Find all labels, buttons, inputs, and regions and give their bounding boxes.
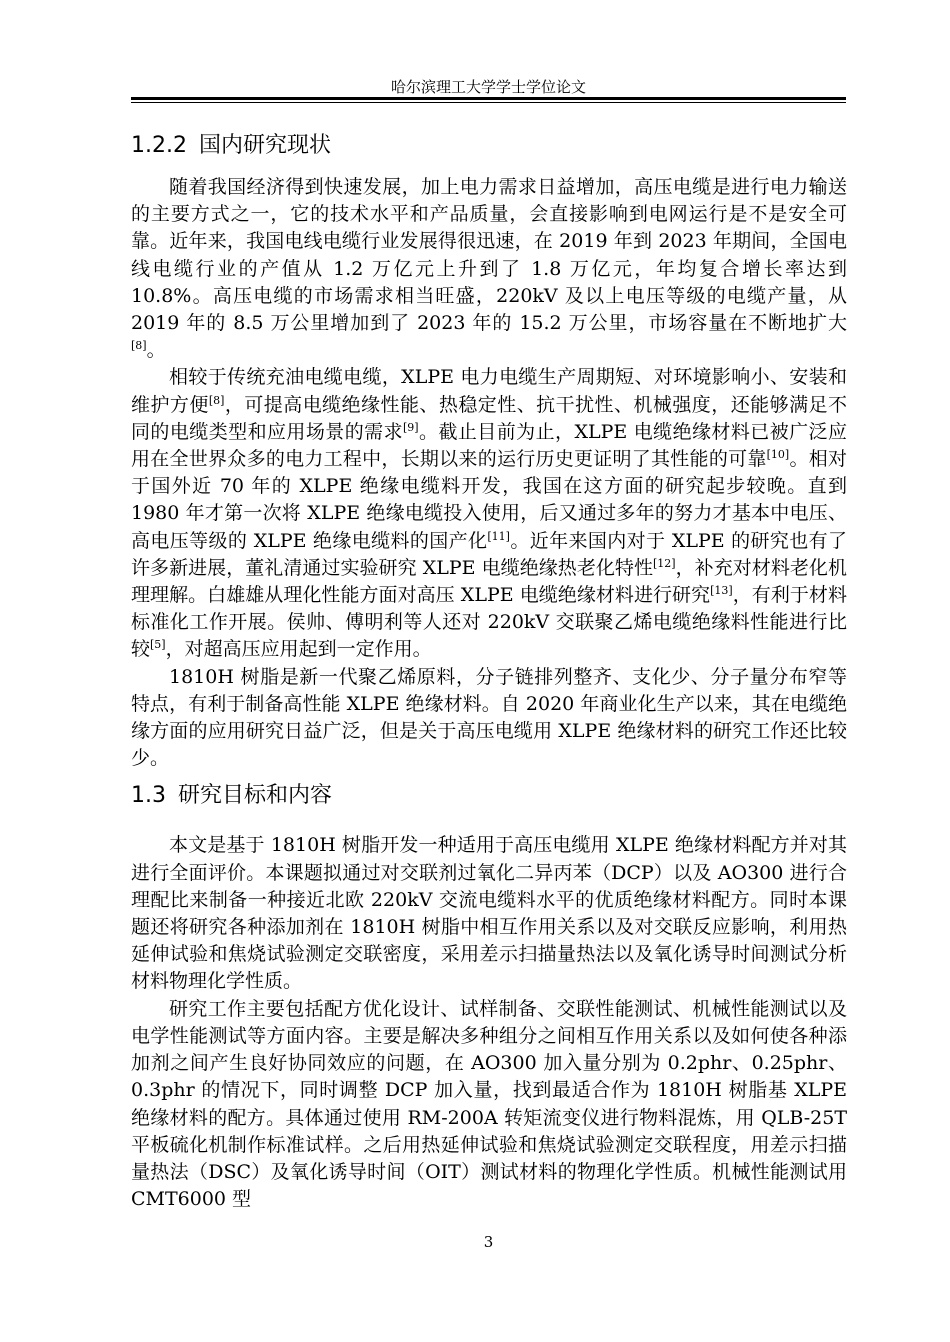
citation: [8]: [131, 339, 147, 353]
paragraph: [131, 174, 847, 364]
citation: [13]: [710, 584, 733, 598]
section-heading-1-2-2: [131, 128, 847, 164]
paragraph-text: 。: [146, 339, 166, 362]
citation: [8]: [208, 393, 225, 407]
section-heading-1-3: [131, 778, 847, 814]
citation: [12]: [653, 556, 676, 570]
citation: [11]: [487, 529, 510, 543]
section-title: 研究目标和内容: [178, 783, 333, 809]
paragraph: [131, 996, 847, 1214]
paragraph-text: 。截止目前为止，XLPE 电缆绝缘材料已被广泛应用在全世界众多的电力工程中，长期以来的运行历史更证明了其性能的可靠: [131, 420, 847, 471]
section-title: 国内研究现状: [198, 133, 331, 158]
paragraph-text: ，可提高电缆绝缘性能、热稳定性、抗干扰性、机械强度，还能够满足不同的电缆类型和应用场景的需求: [131, 393, 847, 443]
paragraph: [131, 664, 847, 773]
paragraph-text: 随着我国经济得到快速发展，加上电力需求日益增加，高压电缆是进行电力输送的主要方式之一，它的技术水平和产品质量，会直接影响到电网运行是不是安全可靠。近年来，我国电线电缆行业发展得很迅速，在 2019 年到 2023 年期间，全国电线电缆行业的产值从 1.2 万亿元上升到了 1.8 万亿元，年均复合增长率达到 10.8%。高压电缆的市场需求相当旺盛，220kV 及以上电压等级的电缆产量，从 2019 年的 8.5 万公里增加到了 2023 年的 15.2 万公里，市场容量在不断地扩大: [131, 176, 847, 335]
section-number: 1.3: [131, 783, 166, 809]
paragraph: [131, 364, 847, 663]
citation: [9]: [403, 420, 419, 434]
paragraph-text: 相较于传统充油电缆电缆，XLPE 电力电缆生产周期短、对环境影响小、安装和维护方便: [131, 366, 847, 416]
paragraph-text: 。相对于国外近 70 年的 XLPE 绝缘电缆料开发，我国在这方面的研究起步较晚。直到 1980 年才第一次将 XLPE 绝缘电缆投入使用，后又通过多年的努力才基本中电压、高电压等级的 XLPE 绝缘电缆料的国产化: [131, 448, 847, 552]
citation: [5]: [150, 638, 166, 652]
citation: [10]: [766, 448, 790, 462]
paragraph-text: 1810H 树脂是新一代聚乙烯原料，分子链排列整齐、支化少、分子量分布窄等特点，有利于制备高性能 XLPE 绝缘材料。自 2020 年商业化生产以来，其在电缆绝缘方面的应用研究日益广泛，但是关于高压电缆用 XLPE 绝缘材料的研究工作还比较少。: [131, 665, 847, 770]
header-rule-thin: [131, 102, 846, 103]
paragraph-text: 。近年来国内对于 XLPE 的研究也有了许多新进展，董礼清通过实验研究 XLPE 电缆绝缘热老化特性: [131, 529, 847, 579]
paragraph-text: ，有利于材料标准化工作开展。侯帅、傅明利等人还对 220kV 交联聚乙烯电缆绝缘料性能进行比较: [131, 584, 847, 661]
paragraph-text: 本文是基于 1810H 树脂开发一种适用于高压电缆用 XLPE 绝缘材料配方并对其进行全面评价。本课题拟通过对交联剂过氧化二异丙苯（DCP）以及 AO300 进行合理配比来制备一种接近北欧 220kV 交流电缆料水平的优质绝缘材料配方。同时本课题还将研究各种添加剂在 1810H 树脂中相互作用关系以及对交联反应影响，利用热延伸试验和焦烧试验测定交联密度，采用差示扫描量热法以及氧化诱导时间测试分析材料物理化学性质。: [131, 834, 847, 993]
page-content: [131, 128, 847, 1213]
page-number: 3: [483, 1233, 494, 1251]
paragraph-text: ，对超高压应用起到一定作用。: [165, 638, 432, 661]
paragraph: [131, 832, 847, 995]
section-number: 1.2.2: [131, 133, 187, 158]
paragraph-text: ，补充对材料老化机理理解。白雄雄从理化性能方面对高压 XLPE 电缆绝缘材料进行研究: [131, 556, 847, 607]
paragraph-text: 研究工作主要包括配方优化设计、试样制备、交联性能测试、机械性能测试以及电学性能测试等方面内容。主要是解决多种组分之间相互作用关系以及如何使各种添加剂之间产生良好协同效应的问题，在 AO300 加入量分别为 0.2phr、0.25phr、0.3phr 的情况下，同时调整 DCP 加入量，找到最适合作为 1810H 树脂基 XLPE 绝缘材料的配方。具体通过使用 RM-200A 转矩流变仪进行物料混炼，用 QLB-25T 平板硫化机制作标准试样。之后用热延伸试验和焦烧试验测定交联程度，用差示扫描量热法（DSC）及氧化诱导时间（OIT）测试材料的物理化学性质。机械性能测试用 CMT6000 型: [131, 997, 847, 1211]
header-rule-thick: [131, 97, 846, 100]
running-header: 哈尔滨理工大学学士学位论文: [390, 78, 586, 96]
